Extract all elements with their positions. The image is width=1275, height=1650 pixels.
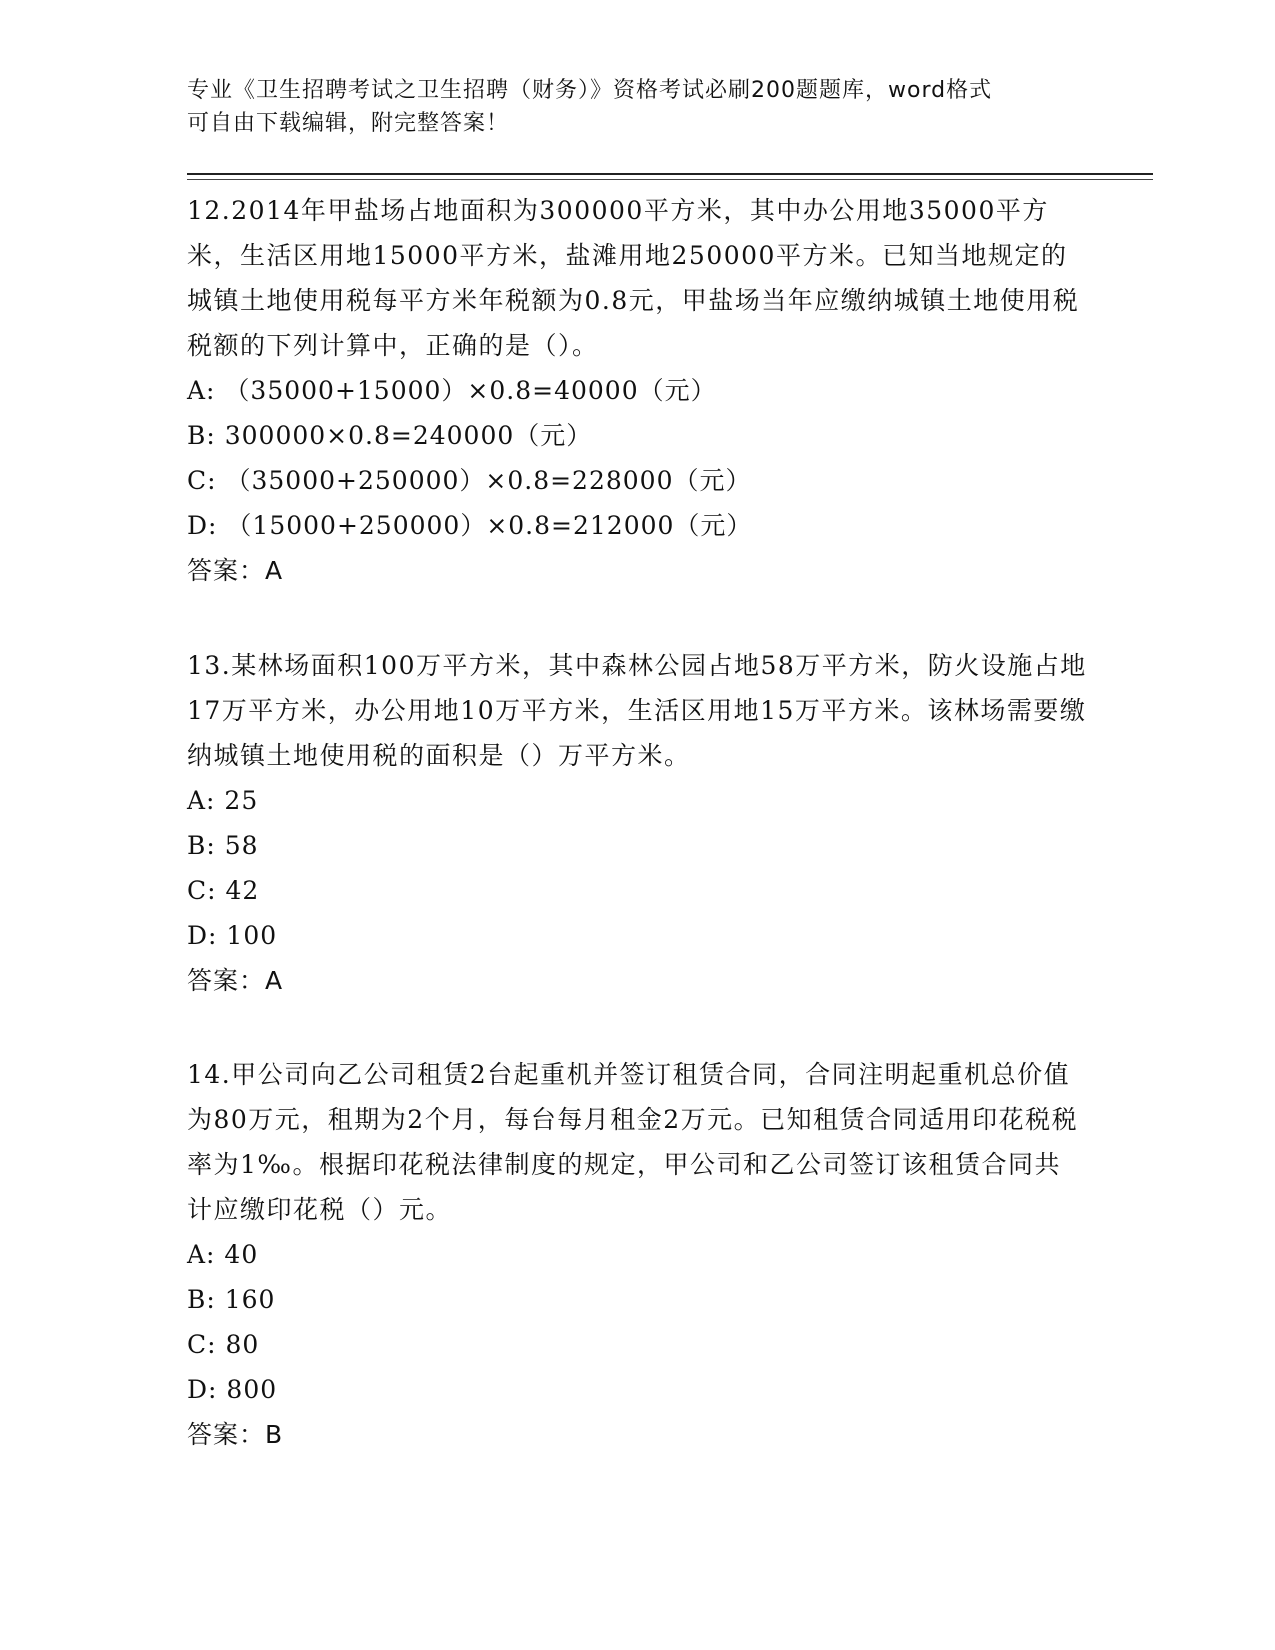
option-d: D: （15000+250000）×0.8=212000（元） bbox=[187, 511, 753, 540]
option-b: B: 300000×0.8=240000（元） bbox=[187, 421, 593, 450]
option-c: C: （35000+250000）×0.8=228000（元） bbox=[187, 466, 752, 495]
option-a: A: 25 bbox=[187, 786, 259, 815]
question-13 bbox=[187, 643, 1087, 1003]
option-d: D: 800 bbox=[187, 1375, 278, 1404]
question-stem: 12.2014年甲盐场占地面积为300000平方米，其中办公用地35000平方米，生活区用地15000平方米，盐滩用地250000平方米。已知当地规定的城镇土地使用税每平方米年税额为0.8元，甲盐场当年应缴纳城镇土地使用税税额的下列计算中，正确的是（）。 bbox=[187, 196, 1080, 360]
option-b: B: 58 bbox=[187, 831, 259, 860]
question-stem: 14.甲公司向乙公司租赁2台起重机并签订租赁合同，合同注明起重机总价值为80万元，租期为2个月，每台每月租金2万元。已知租赁合同适用印花税税率为1‰。根据印花税法律制度的规定，甲公司和乙公司签订该租赁合同共计应缴印花税（）元。 bbox=[187, 1060, 1079, 1224]
option-c: C: 42 bbox=[187, 876, 260, 905]
document-header bbox=[187, 74, 1087, 140]
question-12 bbox=[187, 188, 1087, 593]
option-a: A: （35000+15000）×0.8=40000（元） bbox=[187, 376, 717, 405]
option-c: C: 80 bbox=[187, 1330, 260, 1359]
option-b: B: 160 bbox=[187, 1285, 276, 1314]
option-d: D: 100 bbox=[187, 921, 278, 950]
question-stem: 13.某林场面积100万平方米，其中森林公园占地58万平方米，防火设施占地17万平方米，办公用地10万平方米，生活区用地15万平方米。该林场需要缴纳城镇土地使用税的面积是（）万平方米。 bbox=[187, 651, 1087, 770]
header-divider-thin bbox=[187, 179, 1153, 180]
answer: 答案：A bbox=[187, 966, 284, 995]
answer: 答案：A bbox=[187, 556, 284, 585]
question-14 bbox=[187, 1052, 1087, 1457]
header-line-1: 专业《卫生招聘考试之卫生招聘（财务）》资格考试必刷200题题库，word格式 bbox=[187, 78, 993, 103]
answer: 答案：B bbox=[187, 1420, 284, 1449]
header-divider-thick bbox=[187, 173, 1153, 175]
option-a: A: 40 bbox=[187, 1240, 259, 1269]
header-line-2: 可自由下载编辑，附完整答案！ bbox=[187, 111, 510, 136]
